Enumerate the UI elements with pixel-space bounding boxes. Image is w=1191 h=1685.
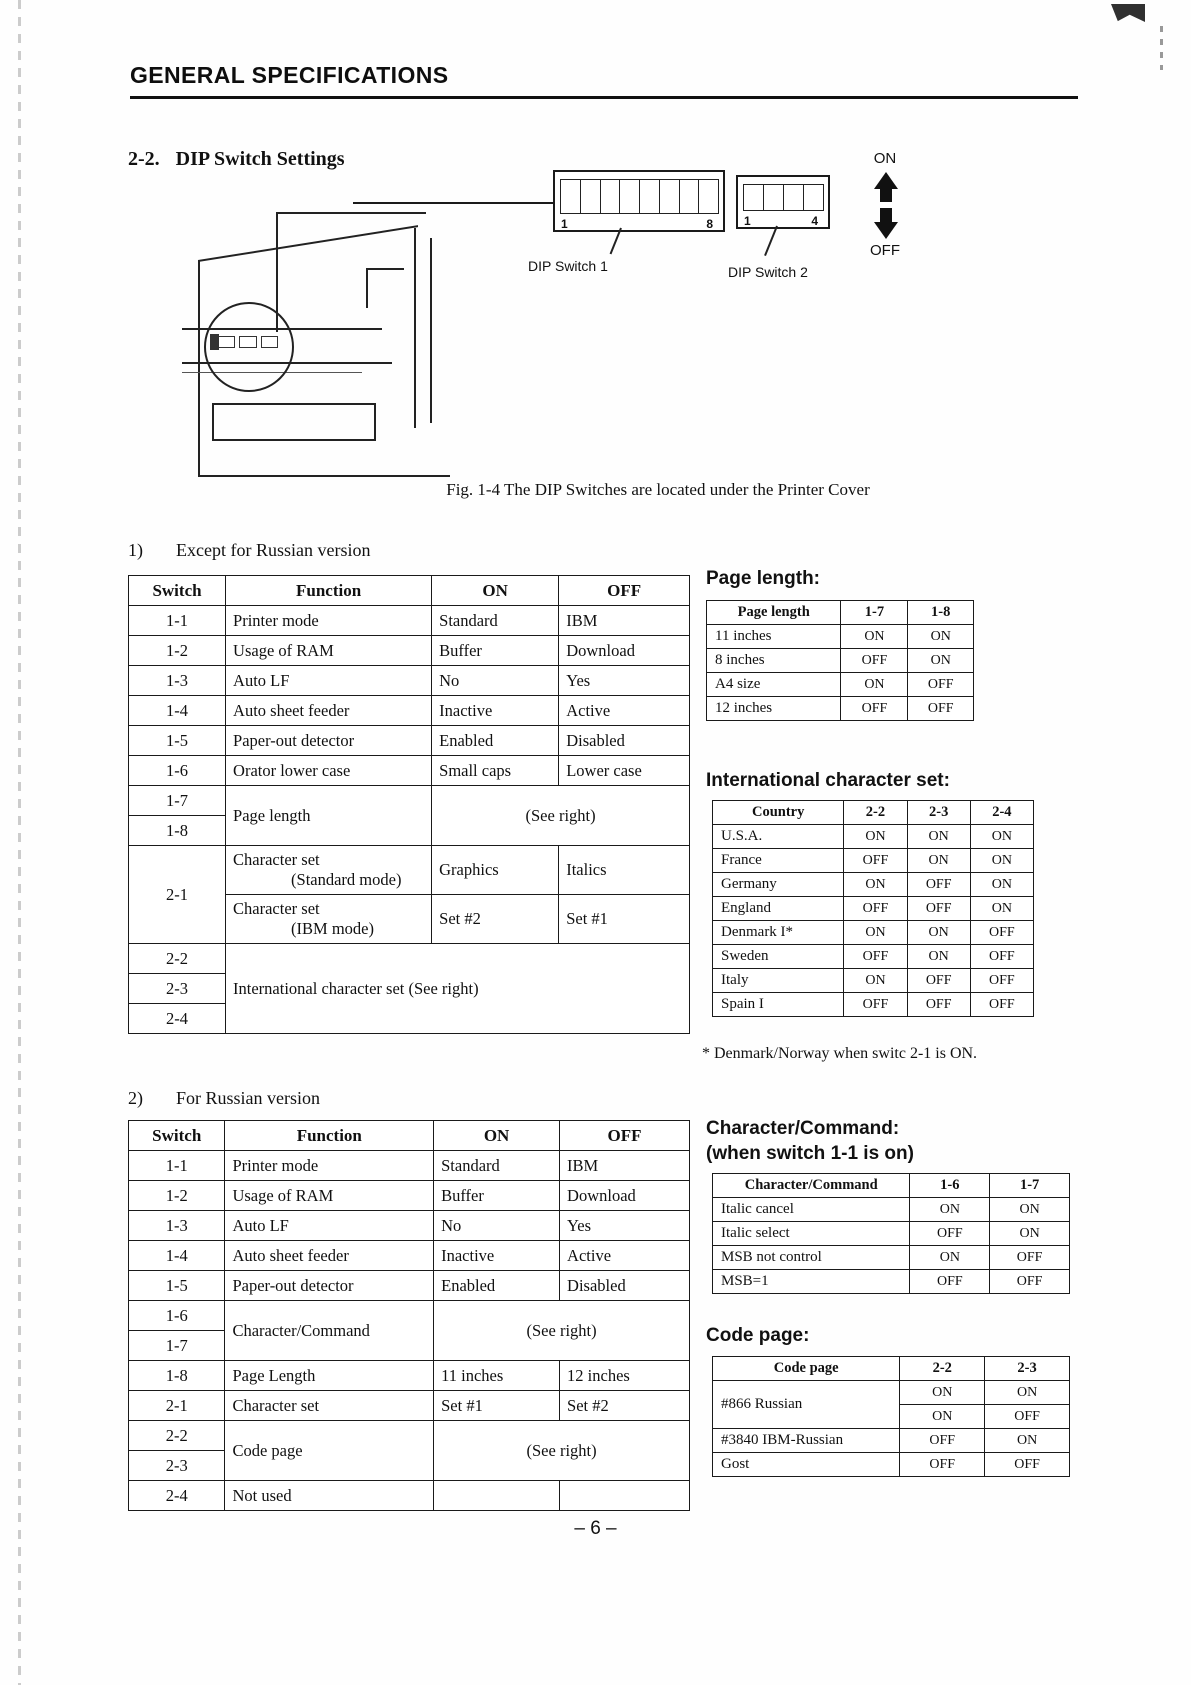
th-2-3: 2-3 (985, 1357, 1070, 1381)
cell-switch: 2-2 (129, 1421, 225, 1451)
cell-sw-2-4: OFF (970, 921, 1033, 945)
cell-on: No (432, 666, 559, 696)
table-row (713, 1453, 1070, 1477)
cell-sw-1-7: ON (990, 1222, 1070, 1246)
cell-switch: 1-8 (129, 1361, 225, 1391)
cell-sw-2-2: ON (900, 1381, 985, 1405)
cell-name: Italic cancel (713, 1198, 910, 1222)
off-label: OFF (870, 242, 900, 259)
dip2-last-label: 4 (811, 214, 818, 228)
cell-sw-2-4: ON (970, 873, 1033, 897)
table-row (129, 756, 690, 786)
cell-sw-2-4: ON (970, 897, 1033, 921)
page-title: GENERAL SPECIFICATIONS (130, 62, 449, 88)
table-header-row (713, 1174, 1070, 1198)
table-page-length (706, 600, 974, 721)
table-row (129, 606, 690, 636)
cell-country: England (713, 897, 844, 921)
cell-sw-2-3: OFF (985, 1405, 1070, 1429)
cell-name: Gost (713, 1453, 900, 1477)
cell-country: U.S.A. (713, 825, 844, 849)
cell-switch: 2-3 (129, 1451, 225, 1481)
table-row (713, 897, 1034, 921)
cell-sw-1-8: ON (908, 649, 974, 673)
cell-off: Italics (559, 846, 690, 895)
table-row-charcmd-a (129, 1301, 690, 1331)
cell-off: Yes (559, 666, 690, 696)
cell-switch: 1-3 (129, 1211, 225, 1241)
cell-country: Spain I (713, 993, 844, 1017)
table-row-codepage-a (129, 1421, 690, 1451)
heading-international-charset: International character set: (706, 770, 950, 791)
cell-switch: 1-6 (129, 1301, 225, 1331)
table-row (129, 1211, 690, 1241)
th-function: Function (225, 1121, 434, 1151)
dip1-first-label: 1 (561, 217, 568, 231)
charset-std-line1: Character set (233, 850, 320, 869)
th-2-2: 2-2 (900, 1357, 985, 1381)
cell-sw-2-2: OFF (844, 945, 907, 969)
cell-on: Enabled (432, 726, 559, 756)
cell-off: IBM (559, 606, 690, 636)
cell-on: Set #1 (434, 1391, 560, 1421)
cell-sw-2-2: OFF (844, 897, 907, 921)
cell-sw-2-3: ON (907, 849, 970, 873)
cell-sw-2-4: OFF (970, 969, 1033, 993)
th-switch: Switch (129, 576, 226, 606)
cell-on: Set #2 (432, 895, 559, 944)
cell-function-charset-standard (226, 846, 432, 895)
table-row (707, 673, 974, 697)
cell-function: Printer mode (226, 606, 432, 636)
cell-country: Germany (713, 873, 844, 897)
cell-switch: 1-8 (129, 816, 226, 846)
table-row-intl-a (129, 944, 690, 974)
table-row (707, 625, 974, 649)
dip2-leader-line (764, 226, 778, 256)
cell-off (560, 1481, 690, 1511)
th-1-8: 1-8 (908, 601, 974, 625)
cell-on: Small caps (432, 756, 559, 786)
cell-switch: 1-4 (129, 1241, 225, 1271)
cell-function: Auto sheet feeder (225, 1241, 434, 1271)
cell-switch: 1-7 (129, 786, 226, 816)
table-row (713, 921, 1034, 945)
cell-off: Active (560, 1241, 690, 1271)
table-row (713, 1270, 1070, 1294)
cell-see-right: (See right) (434, 1421, 690, 1481)
th-off: OFF (559, 576, 690, 606)
cell-function: Page Length (225, 1361, 434, 1391)
list-text-2: For Russian version (176, 1088, 320, 1108)
table-row (713, 993, 1034, 1017)
cell-see-right: (See right) (432, 786, 690, 846)
scan-corner-artifact (1111, 4, 1145, 22)
cell-on: Buffer (434, 1181, 560, 1211)
table-char-command (712, 1173, 1070, 1294)
cell-switch: 1-5 (129, 1271, 225, 1301)
charset-std-line2: (Standard mode) (291, 870, 402, 889)
cell-off: IBM (560, 1151, 690, 1181)
cell-switch: 1-1 (129, 606, 226, 636)
section-label: DIP Switch Settings (175, 148, 345, 170)
cell-switch: 2-4 (129, 1004, 226, 1034)
th-switch: Switch (129, 1121, 225, 1151)
table-switch-settings-russian (128, 1120, 690, 1511)
cell-sw-2-2: ON (844, 921, 907, 945)
th-on: ON (432, 576, 559, 606)
table-header-row (707, 601, 974, 625)
cell-sw-1-8: ON (908, 625, 974, 649)
dip-switch-2-caption: DIP Switch 2 (728, 264, 808, 280)
table-row (129, 1181, 690, 1211)
cell-sw-1-8: OFF (908, 673, 974, 697)
table-row (129, 1481, 690, 1511)
cell-name: 11 inches (707, 625, 841, 649)
cell-sw-2-4: OFF (970, 993, 1033, 1017)
cell-function: Printer mode (225, 1151, 434, 1181)
cell-sw-2-3: OFF (907, 993, 970, 1017)
cell-sw-2-3: ON (985, 1429, 1070, 1453)
cell-sw-1-6: OFF (910, 1270, 990, 1294)
list-index-2: 2) (128, 1088, 143, 1108)
cell-off: Set #2 (560, 1391, 690, 1421)
table-row (713, 945, 1034, 969)
cell-sw-2-2: OFF (900, 1429, 985, 1453)
table-row-page-length-a (129, 786, 690, 816)
cell-on: Enabled (434, 1271, 560, 1301)
table-row (129, 696, 690, 726)
cell-on: 11 inches (434, 1361, 560, 1391)
cell-country: Denmark I* (713, 921, 844, 945)
th-page-length: Page length (707, 601, 841, 625)
cell-function: Character set (225, 1391, 434, 1421)
cell-on: Standard (432, 606, 559, 636)
cell-switch: 1-1 (129, 1151, 225, 1181)
th-off: OFF (560, 1121, 690, 1151)
table-row (129, 726, 690, 756)
cell-name: MSB=1 (713, 1270, 910, 1294)
th-1-6: 1-6 (910, 1174, 990, 1198)
table-row (713, 873, 1034, 897)
cell-on: Graphics (432, 846, 559, 895)
cell-switch: 1-6 (129, 756, 226, 786)
table-row (713, 969, 1034, 993)
cell-country: France (713, 849, 844, 873)
th-code-page: Code page (713, 1357, 900, 1381)
table-row (129, 666, 690, 696)
cell-switch: 2-1 (129, 1391, 225, 1421)
cell-sw-2-4: ON (970, 825, 1033, 849)
cell-switch: 2-4 (129, 1481, 225, 1511)
cell-function: Usage of RAM (226, 636, 432, 666)
table-code-page (712, 1356, 1070, 1477)
cell-off: Download (560, 1181, 690, 1211)
cell-switch: 1-2 (129, 1181, 225, 1211)
table-row (707, 649, 974, 673)
table-row (707, 697, 974, 721)
scan-edge-artifact-top (1160, 26, 1163, 70)
th-on: ON (434, 1121, 560, 1151)
th-function: Function (226, 576, 432, 606)
cell-sw-2-4: ON (970, 849, 1033, 873)
charset-ibm-line2: (IBM mode) (291, 919, 374, 938)
cell-sw-2-2: ON (844, 825, 907, 849)
cell-function: Auto LF (225, 1211, 434, 1241)
on-label: ON (873, 150, 897, 167)
arrow-up-icon (874, 172, 898, 189)
cell-off: Yes (560, 1211, 690, 1241)
cell-on: Inactive (432, 696, 559, 726)
cell-on: Buffer (432, 636, 559, 666)
cell-switch: 2-1 (129, 846, 226, 944)
cell-sw-1-6: ON (910, 1246, 990, 1270)
cell-country: Italy (713, 969, 844, 993)
cell-sw-1-7: OFF (990, 1246, 1070, 1270)
cell-function: Paper-out detector (226, 726, 432, 756)
table-international-charset (712, 800, 1034, 1017)
charset-ibm-line1: Character set (233, 899, 320, 918)
cell-sw-2-3: ON (907, 921, 970, 945)
cell-on: Inactive (434, 1241, 560, 1271)
cell-sw-2-3: OFF (985, 1453, 1070, 1477)
list-index-1: 1) (128, 540, 143, 560)
cell-name: A4 size (707, 673, 841, 697)
cell-switch: 1-2 (129, 636, 226, 666)
heading-code-page: Code page: (706, 1325, 810, 1346)
dip-switch-1-caption: DIP Switch 1 (528, 258, 608, 274)
cell-sw-2-3: OFF (907, 873, 970, 897)
cell-on (434, 1481, 560, 1511)
cell-name: MSB not control (713, 1246, 910, 1270)
cell-sw-1-7: OFF (841, 697, 908, 721)
cell-sw-1-7: OFF (990, 1270, 1070, 1294)
cell-switch: 2-2 (129, 944, 226, 974)
footnote-denmark: * Denmark/Norway when switc 2-1 is ON. (702, 1045, 978, 1062)
cell-sw-2-3: OFF (907, 897, 970, 921)
cell-sw-2-3: ON (985, 1381, 1070, 1405)
cell-sw-2-2: OFF (844, 849, 907, 873)
table-header-row (713, 1357, 1070, 1381)
cell-sw-2-3: OFF (907, 969, 970, 993)
cell-sw-1-7: OFF (841, 649, 908, 673)
dip1-last-label: 8 (706, 217, 713, 231)
th-2-4: 2-4 (970, 801, 1033, 825)
arrow-up-stem (880, 188, 892, 202)
table-row (129, 1391, 690, 1421)
table-row (713, 1429, 1070, 1453)
cell-name: 12 inches (707, 697, 841, 721)
cell-function: Auto LF (226, 666, 432, 696)
cell-off: Lower case (559, 756, 690, 786)
cell-function: Auto sheet feeder (226, 696, 432, 726)
on-off-direction-indicator (840, 150, 930, 265)
table-row (129, 1151, 690, 1181)
figure-dip-switch-location (128, 150, 1068, 499)
cell-function-code-page: Code page (225, 1421, 434, 1481)
heading-page-length: Page length: (706, 568, 821, 589)
cell-sw-1-7: ON (841, 673, 908, 697)
cell-name: Italic select (713, 1222, 910, 1246)
figure-caption: Fig. 1-4 The DIP Switches are located under the Printer Cover (446, 480, 870, 499)
cell-name: #866 Russian (713, 1381, 900, 1429)
cell-switch: 2-3 (129, 974, 226, 1004)
table-row (129, 1271, 690, 1301)
cell-sw-2-2: OFF (900, 1453, 985, 1477)
th-char-command: Character/Command (713, 1174, 910, 1198)
dip2-first-label: 1 (744, 214, 751, 228)
table-row (713, 849, 1034, 873)
cell-function: Not used (225, 1481, 434, 1511)
cell-sw-1-6: OFF (910, 1222, 990, 1246)
cell-sw-2-2: ON (844, 873, 907, 897)
table-row-charset-standard (129, 846, 690, 895)
list-item-russian (128, 1088, 320, 1109)
cell-off: Active (559, 696, 690, 726)
scan-edge-artifact (18, 0, 21, 1685)
cell-switch: 1-5 (129, 726, 226, 756)
cell-country: Sweden (713, 945, 844, 969)
table-row (713, 1246, 1070, 1270)
th-country: Country (713, 801, 844, 825)
table-row (129, 1241, 690, 1271)
heading-char-command-line2: (when switch 1-1 is on) (706, 1143, 914, 1164)
section-number: 2-2. (128, 148, 160, 170)
cell-sw-1-6: ON (910, 1198, 990, 1222)
cell-function-international: International character set (See right) (226, 944, 690, 1034)
cell-sw-1-7: ON (990, 1198, 1070, 1222)
cell-switch: 1-4 (129, 696, 226, 726)
th-2-3: 2-3 (907, 801, 970, 825)
cell-function-char-command: Character/Command (225, 1301, 434, 1361)
table-switch-settings-standard (128, 575, 690, 1034)
page-number: – 6 – (574, 1518, 617, 1539)
cell-sw-2-4: OFF (970, 945, 1033, 969)
table-header-row (713, 801, 1034, 825)
cell-see-right: (See right) (434, 1301, 690, 1361)
th-2-2: 2-2 (844, 801, 907, 825)
th-1-7: 1-7 (841, 601, 908, 625)
list-item-except-russian (128, 540, 370, 561)
cell-on: No (434, 1211, 560, 1241)
cell-sw-2-2: ON (900, 1405, 985, 1429)
cell-off: Disabled (559, 726, 690, 756)
cell-off: 12 inches (560, 1361, 690, 1391)
dip-switch-1-graphic (553, 170, 725, 232)
cell-sw-1-8: OFF (908, 697, 974, 721)
cell-sw-2-2: ON (844, 969, 907, 993)
table-row (129, 1361, 690, 1391)
table-row (713, 1198, 1070, 1222)
table-row (713, 825, 1034, 849)
table-row (129, 636, 690, 666)
arrow-down-icon (874, 222, 898, 239)
dip-switch-2-graphic (736, 175, 830, 229)
cell-sw-2-3: ON (907, 825, 970, 849)
cell-switch: 1-3 (129, 666, 226, 696)
cell-sw-1-7: ON (841, 625, 908, 649)
cell-function-charset-ibm (226, 895, 432, 944)
cell-sw-2-2: OFF (844, 993, 907, 1017)
title-divider (130, 96, 1078, 99)
arrow-down-stem (880, 208, 892, 223)
cell-function: Usage of RAM (225, 1181, 434, 1211)
table-header-row (129, 1121, 690, 1151)
heading-char-command-line1: Character/Command: (706, 1118, 900, 1139)
cell-function: Orator lower case (226, 756, 432, 786)
cell-function-page-length: Page length (226, 786, 432, 846)
cell-name: 8 inches (707, 649, 841, 673)
cell-off: Set #1 (559, 895, 690, 944)
cell-off: Disabled (560, 1271, 690, 1301)
cell-function: Paper-out detector (225, 1271, 434, 1301)
table-row (713, 1381, 1070, 1405)
cell-on: Standard (434, 1151, 560, 1181)
cell-name: #3840 IBM-Russian (713, 1429, 900, 1453)
cell-off: Download (559, 636, 690, 666)
printer-illustration (168, 210, 443, 470)
table-header-row (129, 576, 690, 606)
cell-switch: 1-7 (129, 1331, 225, 1361)
th-1-7: 1-7 (990, 1174, 1070, 1198)
cell-sw-2-3: ON (907, 945, 970, 969)
list-text-1: Except for Russian version (176, 540, 371, 560)
table-row (713, 1222, 1070, 1246)
